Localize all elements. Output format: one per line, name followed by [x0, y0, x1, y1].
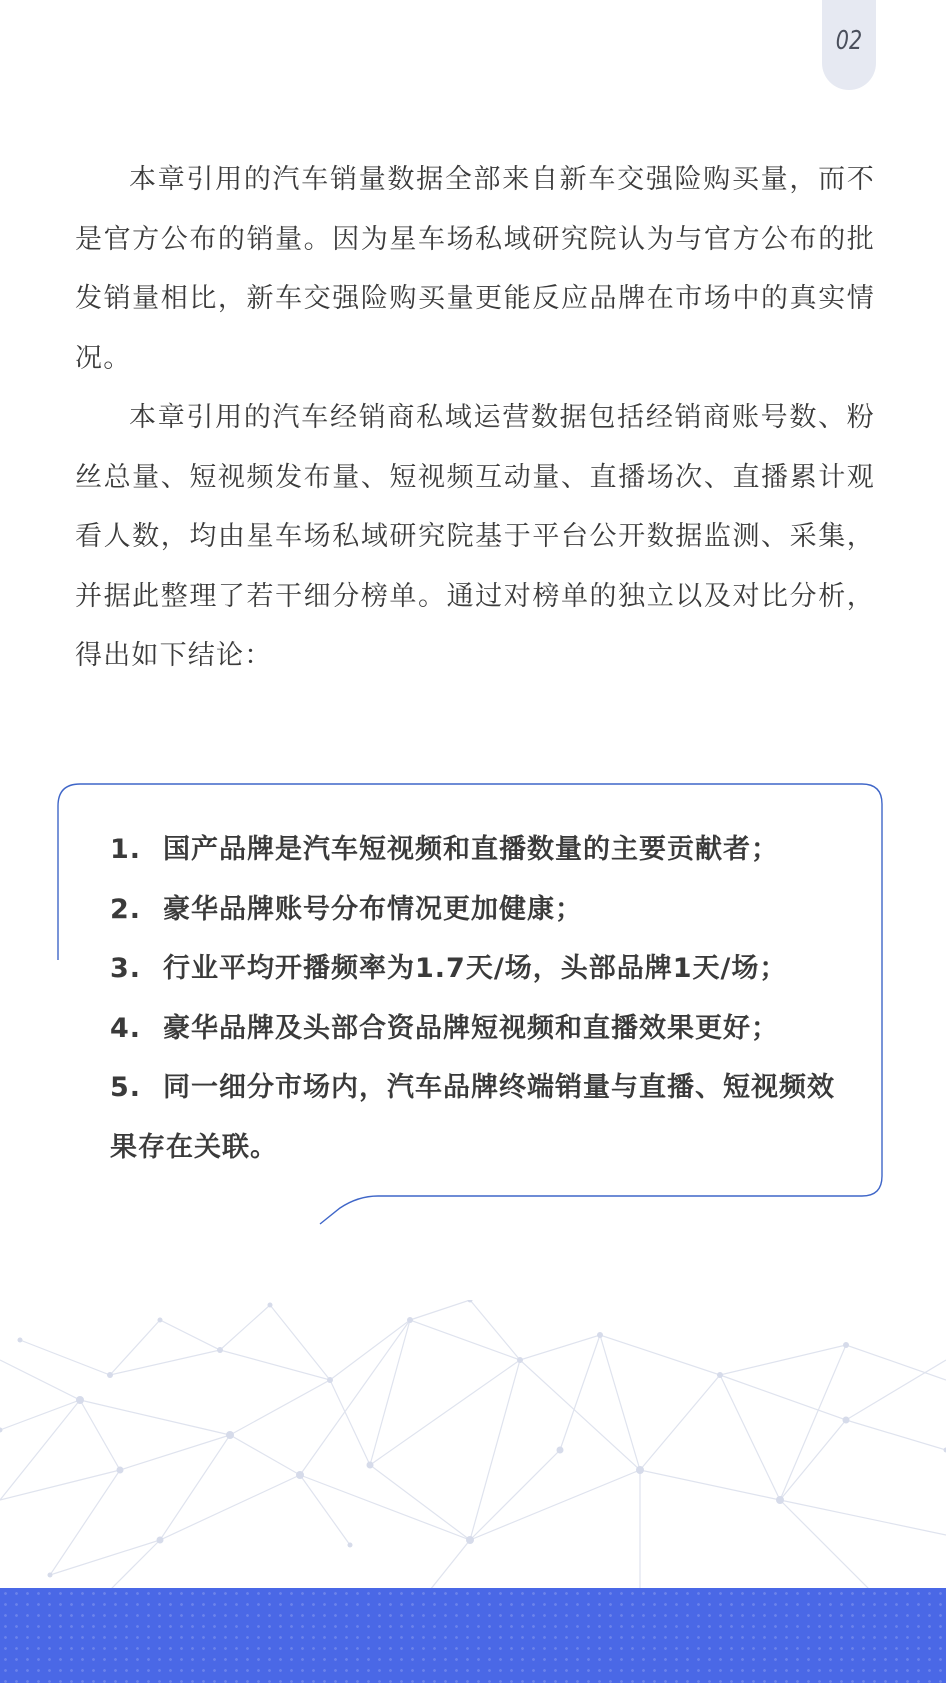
conclusion-item: [110, 939, 850, 999]
page-number: 02: [835, 26, 863, 56]
network-background-graphic: [0, 1300, 946, 1590]
intro-paragraph-1: 本章引用的汽车销量数据全部来自新车交强险购买量，而不是官方公布的销量。因为星车场私域研究院认为与官方公布的批发销量相比，新车交强险购买量更能反应品牌在市场中的真实情况。: [75, 164, 875, 374]
conclusion-number: 1.: [110, 834, 142, 865]
conclusion-number: 5.: [110, 1072, 142, 1103]
conclusion-text: 豪华品牌及头部合资品牌短视频和直播效果更好；: [163, 1012, 779, 1044]
footer-band: [0, 1588, 946, 1683]
conclusion-item: [110, 880, 850, 940]
conclusion-item: [110, 1058, 850, 1177]
conclusion-text: 同一细分市场内，汽车品牌终端销量与直播、短视频效果存在关联。: [110, 1072, 835, 1163]
conclusion-number: 2.: [110, 893, 142, 925]
conclusion-text: 豪华品牌账号分布情况更加健康；: [163, 893, 583, 925]
conclusion-item: [110, 999, 850, 1059]
intro-paragraph-2: 本章引用的汽车经销商私域运营数据包括经销商账号数、粉丝总量、短视频发布量、短视频互动量、直播场次、直播累计观看人数，均由星车场私域研究院基于平台公开数据监测、采集，并据此整理了若干细分榜单。通过对榜单的独立以及对比分析，得出如下结论：: [75, 402, 875, 671]
conclusions-list: [110, 820, 850, 1177]
conclusion-item: [110, 820, 850, 880]
conclusion-text: 行业平均开播频率为1.7天/场，头部品牌1天/场；: [163, 953, 788, 984]
conclusion-text: 国产品牌是汽车短视频和直播数量的主要贡献者；: [163, 834, 779, 865]
conclusion-number: 4.: [110, 1012, 142, 1044]
conclusion-number: 3.: [110, 953, 142, 984]
